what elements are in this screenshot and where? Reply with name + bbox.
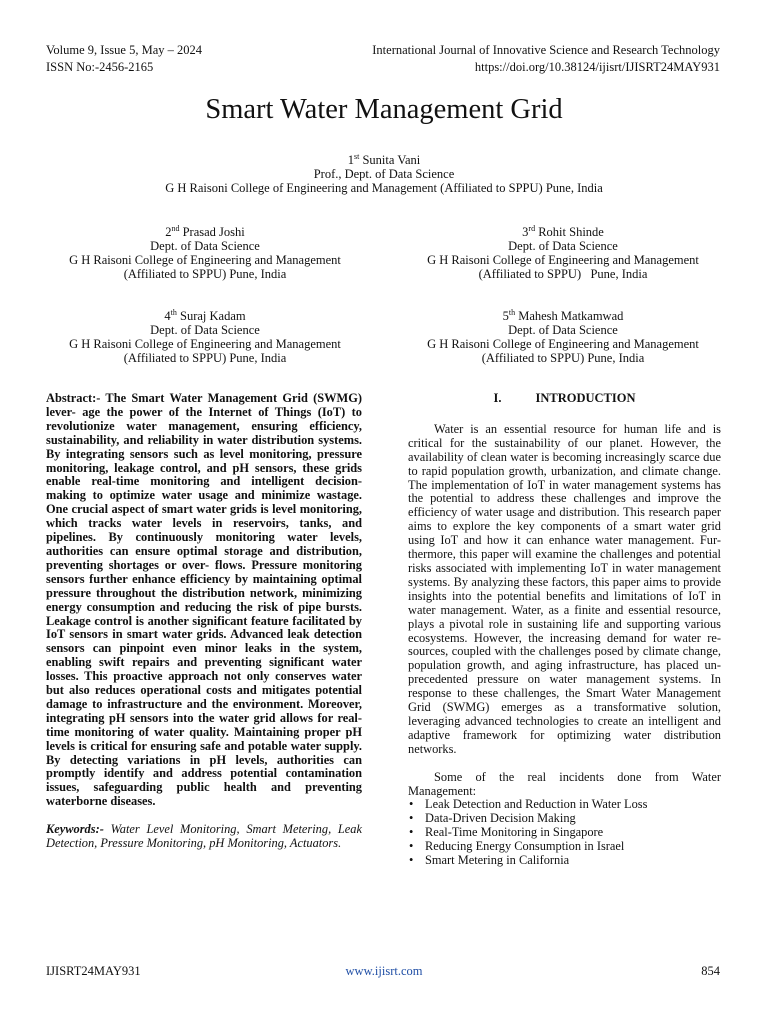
section-heading-introduction bbox=[408, 392, 721, 406]
running-header-left bbox=[46, 42, 202, 76]
author-block-2 bbox=[46, 225, 364, 281]
author-affiliation: G H Raisoni College of Engineering and Management bbox=[69, 337, 341, 351]
author-name-line: 5th Mahesh Matkamwad bbox=[502, 308, 624, 323]
page-number: 854 bbox=[701, 964, 720, 978]
author-name: Mahesh Matkamwad bbox=[518, 309, 624, 323]
author-department: Dept. of Data Science bbox=[150, 323, 260, 337]
author-affiliation-note: (Affiliated to SPPU) Pune, India bbox=[481, 351, 645, 365]
left-column bbox=[46, 392, 362, 851]
author-affiliation: G H Raisoni College of Engineering and Management (Affiliated to SPPU) Pune, India bbox=[165, 181, 603, 195]
author-name-line: 4th Suraj Kadam bbox=[164, 308, 246, 323]
author-department: Dept. of Data Science bbox=[508, 323, 618, 337]
author-block-3 bbox=[404, 225, 722, 281]
running-header-right bbox=[372, 42, 720, 76]
list-item: • Leak Detection and Reduction in Water Loss bbox=[408, 798, 721, 812]
footer-paper-id: IJISRT24MAY931 bbox=[46, 964, 141, 978]
author-department: Dept. of Data Science bbox=[150, 239, 260, 253]
author-block-1 bbox=[84, 153, 684, 195]
issn: ISSN No:-2456-2165 bbox=[46, 60, 154, 74]
author-affiliation-note: (Affiliated to SPPU) Pune, India bbox=[478, 267, 648, 281]
right-column bbox=[408, 392, 721, 868]
footer-website-link[interactable]: www.ijisrt.com bbox=[345, 964, 423, 978]
list-item: • Reducing Energy Consumption in Israel bbox=[408, 840, 721, 854]
author-block-4 bbox=[46, 309, 364, 365]
keywords-list: Water Level Monitoring, Smart Metering, Leak Detection, Pressure Monitoring, pH Monitoring, Actuators. bbox=[46, 822, 362, 851]
author-name: Rohit Shinde bbox=[538, 225, 604, 239]
author-affiliation-note: (Affiliated to SPPU) Pune, India bbox=[123, 351, 287, 365]
author-affiliation: G H Raisoni College of Engineering and Management bbox=[69, 253, 341, 267]
author-name: Prasad Joshi bbox=[182, 225, 245, 239]
incident-list bbox=[408, 798, 721, 868]
abstract-text: Abstract:- The Smart Water Management Grid (SWMG) lever- age the power of the Internet of Things (IoT) to revolutionize water management, ensuring efficiency, sustainability, and reliability in water distribution systems. By integrating sensors such as level monitoring, pressure monitoring, leakage control, and pH sensors, these grids enable real-time monitoring and intelligent decision-making to optimize water usage and minimize wastage. One crucial aspect of smart water grids is level monitoring, which tracks water levels in reservoirs, tanks, and pipelines. By continuously monitoring water levels, authorities can ensure optimal storage and distribution, preventing shortages or over- flows. Pressure monitoring sensors further enhance efficiency by maintaining optimal pressure throughout the distribution network, minimizing energy consumption and reducing the risk of pipe bursts. Leakage control is another significant feature facilitated by IoT sensors in smart water grids. Advanced leak detection sensors can pinpoint even minor leaks in the system, enabling swift repairs and preventing significant water losses. This proactive approach not only conserves water but also reduces operational costs and mitigates potential damage to infrastructure and the environment. Moreover, integrating pH sensors into the water grid allows for real-time monitoring of water quality. Maintaining proper pH levels is critical for ensuring safe and potable water supply. By detecting variations in pH levels, authorities can promptly identify and address potential contamination issues, safeguarding public health and preventing waterborne diseases. bbox=[46, 391, 362, 809]
doi-link[interactable]: https://doi.org/10.38124/ijisrt/IJISRT24MAY931 bbox=[474, 60, 720, 74]
list-item: • Data-Driven Decision Making bbox=[408, 812, 721, 826]
journal-name: International Journal of Innovative Science and Research Technology bbox=[372, 43, 720, 57]
intro-paragraph-1: Water is an essential resource for human life and is critical for the sustainability of our planet. However, the availability of clean water is becoming increasingly scarce due to rapid population growth, urbanization, and climate change. The implementation of IoT in water management systems has the potential to address these challenges and improve the efficiency of water usage and distribution. This research paper aims to explore the key components of a smart water grid using IoT and how it can enhance water management. Fur- thermore, this paper will examine the challenges and potential risks associated with implementing IoT in water management systems. By analyzing these factors, this paper aims to provide insights into the potential benefits and limitations of IoT in water management. Water, as a finite and essential resource, plays a pivotal role in sustaining life and supporting various ecosystems. However, the increasing demand for water re- sources, coupled with the challenges posed by climate change, population growth, and aging infrastructure, has placed un- precedented pressure on water management systems. In response to these challenges, the Smart Water Management Grid (SWMG) emerges as a transformative solution, leveraging advanced technologies to create an intelligent and adaptive framework for optimizing water distribution networks. bbox=[408, 421, 721, 756]
volume-issue: Volume 9, Issue 5, May – 2024 bbox=[46, 43, 203, 57]
author-title: Prof., Dept. of Data Science bbox=[313, 167, 455, 181]
author-name-line: 3rd Rohit Shinde bbox=[522, 224, 604, 239]
paper-title: Smart Water Management Grid bbox=[205, 94, 563, 125]
section-number: I. bbox=[493, 391, 502, 405]
author-name-line: 1st Sunita Vani bbox=[347, 152, 421, 167]
author-affiliation: G H Raisoni College of Engineering and Management bbox=[427, 253, 699, 267]
author-name-line: 2nd Prasad Joshi bbox=[165, 224, 245, 239]
author-affiliation-note: (Affiliated to SPPU) Pune, India bbox=[123, 267, 287, 281]
author-name: Sunita Vani bbox=[362, 153, 421, 167]
keywords bbox=[46, 823, 362, 851]
author-department: Dept. of Data Science bbox=[508, 239, 618, 253]
author-block-5 bbox=[404, 309, 722, 365]
author-affiliation: G H Raisoni College of Engineering and Management bbox=[427, 337, 699, 351]
intro-paragraph-2: Some of the real incidents done from Water Management: bbox=[408, 769, 721, 798]
keywords-label: Keywords:- bbox=[46, 822, 104, 837]
list-item: • Smart Metering in California bbox=[408, 854, 721, 868]
author-name: Suraj Kadam bbox=[180, 309, 246, 323]
section-title: INTRODUCTION bbox=[535, 391, 636, 405]
list-item: • Real-Time Monitoring in Singapore bbox=[408, 826, 721, 840]
